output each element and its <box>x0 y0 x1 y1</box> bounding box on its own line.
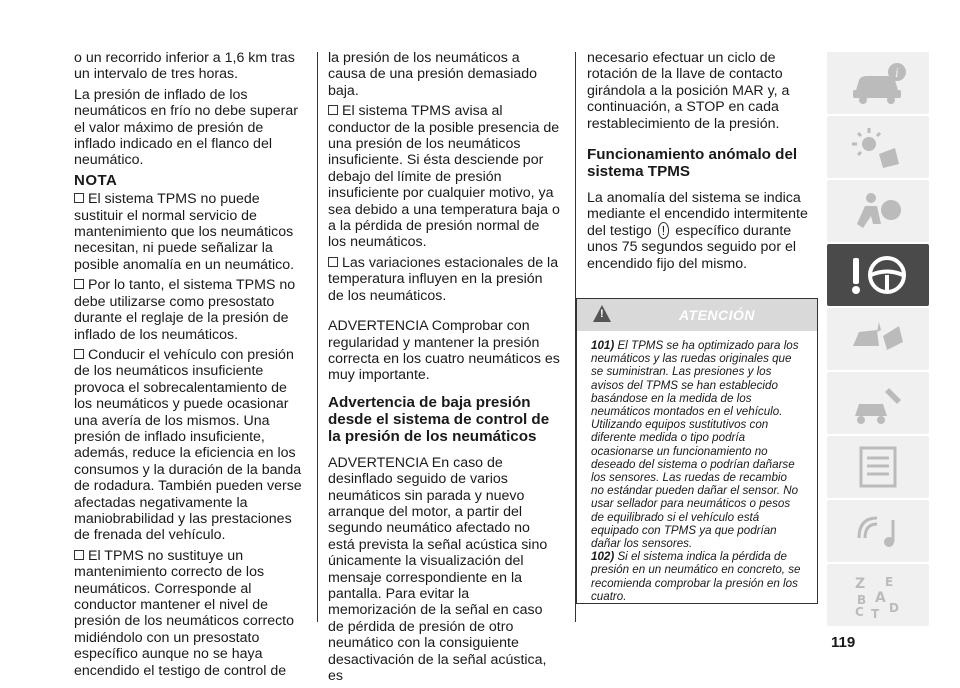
svg-text:B: B <box>857 593 867 607</box>
checklist-icon <box>849 444 907 490</box>
column-3 <box>587 50 819 276</box>
bullet-icon <box>328 257 338 267</box>
svg-text:A: A <box>875 590 886 606</box>
warning-paragraph: ADVERTENCIA Comprobar con regularidad y mantener la presión correcta en los cuatro neumáticos es muy importante. <box>328 318 560 384</box>
bullet-icon <box>328 105 338 115</box>
svg-text:D: D <box>889 601 899 615</box>
sidebar-tab-emergency[interactable] <box>827 308 929 370</box>
section-heading: Funcionamiento anómalo del sistema TPMS <box>587 146 798 181</box>
airbag-icon <box>849 188 907 234</box>
bullet-icon <box>74 550 84 560</box>
sidebar-tab-driving[interactable] <box>827 244 929 306</box>
column-1 <box>74 50 306 683</box>
column-divider <box>317 52 318 622</box>
sidebar-tab-multimedia[interactable] <box>827 500 929 562</box>
section-heading: Advertencia de baja presión desde el sistema de control de la presión de los neumáticos <box>328 393 550 445</box>
note-title: NOTA <box>74 171 118 189</box>
tpms-warning-icon: ! <box>658 222 670 239</box>
car-info-icon <box>849 60 907 106</box>
bullet-icon <box>74 193 84 203</box>
paragraph: La presión de inflado de los neumáticos en frío no debe superar el valor máximo de presión de inflado indicado en el flanco del neumático. <box>74 86 298 169</box>
bullet-item: El sistema TPMS avisa al conductor de la posible presencia de una presión de los neumáticos insuficiente. Si ésta desciende por debajo del límite de presión insuficiente por cualquier motivo, ya sea debido a una temperatura baja o a la pérdida de presión normal de los neumáticos. <box>328 103 560 251</box>
svg-text:Z: Z <box>855 576 866 592</box>
bullet-icon <box>74 349 84 359</box>
warning-triangle-icon: ! <box>593 305 611 322</box>
sidebar-tab-airbag[interactable] <box>827 180 929 242</box>
sidebar-tab-index[interactable] <box>827 564 929 626</box>
attention-box <box>576 298 818 604</box>
media-icon <box>849 508 907 554</box>
svg-text:i: i <box>895 66 899 80</box>
svg-text:E: E <box>885 575 894 589</box>
attention-title: ATENCIÓN <box>678 307 756 323</box>
paragraph: necesario efectuar un ciclo de rotación de la llave de contacto girándola a la posición MAR y, a continuación, a STOP en cada restablecimiento de la presión. <box>587 50 790 132</box>
bullet-item: El sistema TPMS no puede sustituir el normal servicio de mantenimiento que los neumáticos necesitan, ni puede señalizar la posible anomalía en un neumático. <box>74 191 295 273</box>
crash-icon <box>849 316 907 362</box>
index-icon <box>849 572 907 618</box>
bullet-item: Conducir el vehículo con presión de los neumáticos insuficiente provoca el sobrecalentamiento de los neumáticos y puede ocasionar una avería de los mismos. Una presión de inflado insuficiente, además, reduce la eficiencia en los consumos y la duración de la banda de rodadura. También pueden verse afectadas negativamente la maniobrabilidad y las prestaciones de frenada del vehículo. <box>74 346 302 544</box>
bullet-icon <box>74 279 84 289</box>
attention-note: 102) Si el sistema indica la pérdida de presión en un neumático en concreto, se recomienda comprobar la presión en los cuatro. <box>591 550 801 603</box>
bullet-item: Las variaciones estacionales de la temperatura influyen en la presión de los neumáticos. <box>328 254 559 304</box>
steering-key-icon <box>849 252 907 298</box>
svg-text:T: T <box>871 607 880 618</box>
bullet-item: Por lo tanto, el sistema TPMS no debe utilizarse como presostato durante el reglaje de la presión de inflado de los neumáticos. <box>74 277 296 343</box>
sidebar-tab-car-info[interactable] <box>827 52 929 114</box>
attention-body <box>577 331 817 603</box>
bullet-item: El TPMS no sustituye un mantenimiento correcto de los neumáticos. Corresponde al conductor mantener el nivel de presión de los neumáticos correcto midiéndolo con un presostato específico aunque no se haya encendido el testigo de control de <box>74 547 295 679</box>
page-number: 119 <box>831 634 856 651</box>
sidebar-tab-specs[interactable] <box>827 436 929 498</box>
svg-text:C: C <box>855 605 864 618</box>
paragraph: o un recorrido inferior a 1,6 km tras un intervalo de tres horas. <box>74 50 295 83</box>
sidebar-tab-maintenance[interactable] <box>827 372 929 434</box>
lights-icon <box>849 124 907 170</box>
attention-header <box>577 299 817 331</box>
attention-note: 101) El TPMS se ha optimizado para los neumáticos y las ruedas originales que se suministran. Las presiones y los avisos del TPMS se han establecido basándose en la medida de los neumáticos montados en el vehículo. Utilizando equipos sustitutivos con diferente medida o tipo podría ocasionarse un funcionamiento no deseado del sistema o podrían dañarse los sensores. Las ruedas de recambio no estándar pueden dañar el sensor. No usar sellador para neumáticos o pesos de equilibrado si el vehículo está equipado con TPMS ya que podrían dañar los sensores. <box>591 339 799 551</box>
wrench-car-icon <box>849 380 907 426</box>
column-2 <box>328 50 560 688</box>
warning-paragraph: ADVERTENCIA En caso de desinflado seguido de varios neumáticos sin parada y nuevo arranque del motor, a partir del segundo neumático afectado no está prevista la señal acústica sino únicamente la visualización del mensaje correspondiente en la pantalla. Para evitar la memorización de la señal en caso de pérdida de presión de otro neumático con la consiguiente desactivación de la señal acústica, es <box>328 454 548 684</box>
paragraph: la presión de los neumáticos a causa de una presión demasiado baja. <box>328 50 538 99</box>
paragraph: La anomalía del sistema se indica mediante el encendido intermitente del testigo ! específico durante unos 75 segundos seguido por el encendido fijo del mismo. <box>587 190 808 272</box>
sidebar-tab-lights[interactable] <box>827 116 929 178</box>
